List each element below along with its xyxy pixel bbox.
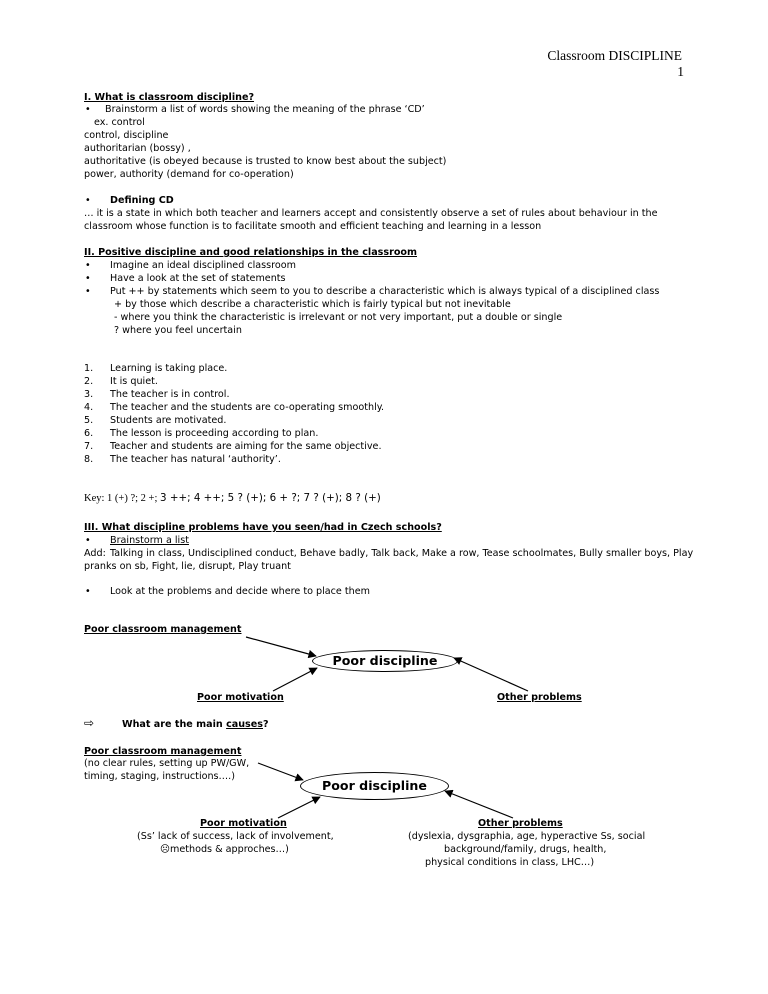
diagram1-management-label: Poor classroom management <box>84 624 242 635</box>
bullet-icon: • <box>85 286 91 297</box>
add-label: Add: <box>84 548 106 559</box>
arrow-other-to-discipline <box>445 791 513 818</box>
bullet-icon: • <box>85 104 91 115</box>
definition-line-2: classroom whose function is to facilitate smooth and efficient teaching and learning in a lesson <box>84 221 542 232</box>
statement-number: 1. <box>84 363 94 374</box>
statement-number: 5. <box>84 415 94 426</box>
diagram2-management-detail-1: (no clear rules, setting up PW/GW, <box>84 758 250 769</box>
statement-number: 6. <box>84 428 94 439</box>
statement-text: The teacher is in control. <box>110 389 230 400</box>
defining-cd-title: Defining CD <box>110 195 174 206</box>
section3-bullet-2: Look at the problems and decide where to place them <box>110 586 370 597</box>
causes-prefix: What are the main <box>122 719 227 730</box>
diagram2-other-detail-2: background/family, drugs, health, <box>444 844 607 855</box>
diagram2-other-label: Other problems <box>478 818 563 829</box>
section2-bullet-2: Have a look at the set of statements <box>110 273 286 284</box>
add-line-1: Talking in class, Undisciplined conduct, Behave badly, Talk back, Make a row, Tease schoolmates, Bully smaller boys, Play <box>110 548 694 559</box>
bullet-icon: • <box>85 273 91 284</box>
arrow-other-to-discipline <box>454 658 528 691</box>
diagram2-management-label: Poor classroom management <box>84 746 242 757</box>
section1-word-3: authoritative (is obeyed because is trusted to know best about the subject) <box>84 156 447 167</box>
bullet-icon: • <box>85 260 91 271</box>
section2-sub-1: + by those which describe a characteristic which is fairly typical but not inevitable <box>114 299 511 310</box>
section1-word-1: control, discipline <box>84 130 169 141</box>
page-header-title: Classroom DISCIPLINE <box>547 48 682 63</box>
definition-line-1: … it is a state in which both teacher and learners accept and consistently observe a set of rules about behaviour in the <box>84 208 658 219</box>
section1-bullet: Brainstorm a list of words showing the meaning of the phrase ‘CD’ <box>105 104 425 115</box>
statement-number: 8. <box>84 454 94 465</box>
answer-key-values: 3 ++; 4 ++; 5 ? (+); 6 + ?; 7 ? (+); 8 ? (+) <box>160 492 381 504</box>
causes-suffix: ? <box>262 719 269 730</box>
bullet-icon: • <box>85 535 91 546</box>
section2-bullet-3: Put ++ by statements which seem to you to describe a characteristic which is always typical of a disciplined class <box>110 286 660 297</box>
statement-number: 3. <box>84 389 94 400</box>
causes-word: causes <box>226 719 263 730</box>
arrow-management-to-discipline <box>258 763 303 780</box>
diagram1-center-label: Poor discipline <box>332 653 438 668</box>
statement-number: 4. <box>84 402 94 413</box>
diagram1-other-label: Other problems <box>497 692 582 703</box>
section2-bullet-1: Imagine an ideal disciplined classroom <box>110 260 296 271</box>
diagram2-motivation-label: Poor motivation <box>200 818 287 829</box>
right-arrow-icon: ⇨ <box>84 716 95 730</box>
diagram2-motivation-detail-2: ☹methods & approches…) <box>160 844 289 855</box>
diagram1-center-oval <box>312 650 458 672</box>
arrow-motivation-to-discipline <box>278 797 320 818</box>
section1-word-4: power, authority (demand for co-operation) <box>84 169 294 180</box>
section3-heading: III. What discipline problems have you seen/had in Czech schools? <box>84 522 442 533</box>
diagram2-motivation-detail-1: (Ss’ lack of success, lack of involvement, <box>137 831 334 842</box>
section1-word-2: authoritarian (bossy) , <box>84 143 191 154</box>
section2-sub-3: ? where you feel uncertain <box>114 325 242 336</box>
statement-text: Students are motivated. <box>110 415 227 426</box>
section1-example: ex. control <box>94 117 145 128</box>
diagram2-center-oval <box>300 772 449 800</box>
statement-text: It is quiet. <box>110 376 158 387</box>
diagram2-other-detail-1: (dyslexia, dysgraphia, age, hyperactive Ss, social <box>408 831 646 842</box>
arrow-motivation-to-discipline <box>273 668 317 691</box>
statement-text: The teacher has natural ‘authority’. <box>110 454 281 465</box>
causes-question <box>122 719 269 731</box>
statement-text: The lesson is proceeding according to plan. <box>110 428 319 439</box>
section3-bullet-1: Brainstorm a list <box>110 535 189 546</box>
bullet-icon: • <box>85 586 91 597</box>
statement-number: 2. <box>84 376 94 387</box>
diagram2-center-label: Poor discipline <box>322 778 427 793</box>
bullet-icon: • <box>85 195 91 206</box>
statement-text: The teacher and the students are co-operating smoothly. <box>110 402 385 413</box>
statement-text: Teacher and students are aiming for the same objective. <box>110 441 382 452</box>
statement-number: 7. <box>84 441 94 452</box>
arrow-management-to-discipline <box>246 637 316 656</box>
section2-sub-2: - where you think the characteristic is irrelevant or not very important, put a double or single <box>114 312 563 323</box>
page-number: 1 <box>677 64 684 79</box>
add-line-2: pranks on sb, Fight, lie, disrupt, Play truant <box>84 561 291 572</box>
section1-heading: I. What is classroom discipline? <box>84 92 255 103</box>
diagram1-motivation-label: Poor motivation <box>197 692 284 703</box>
section2-heading: II. Positive discipline and good relationships in the classroom <box>84 247 417 258</box>
diagram2-other-detail-3: physical conditions in class, LHC…) <box>425 857 595 868</box>
statement-text: Learning is taking place. <box>110 363 228 374</box>
answer-key-prefix: Key: 1 (+) ?; 2 +; <box>84 493 160 504</box>
diagram2-management-detail-2: timing, staging, instructions….) <box>84 771 235 782</box>
